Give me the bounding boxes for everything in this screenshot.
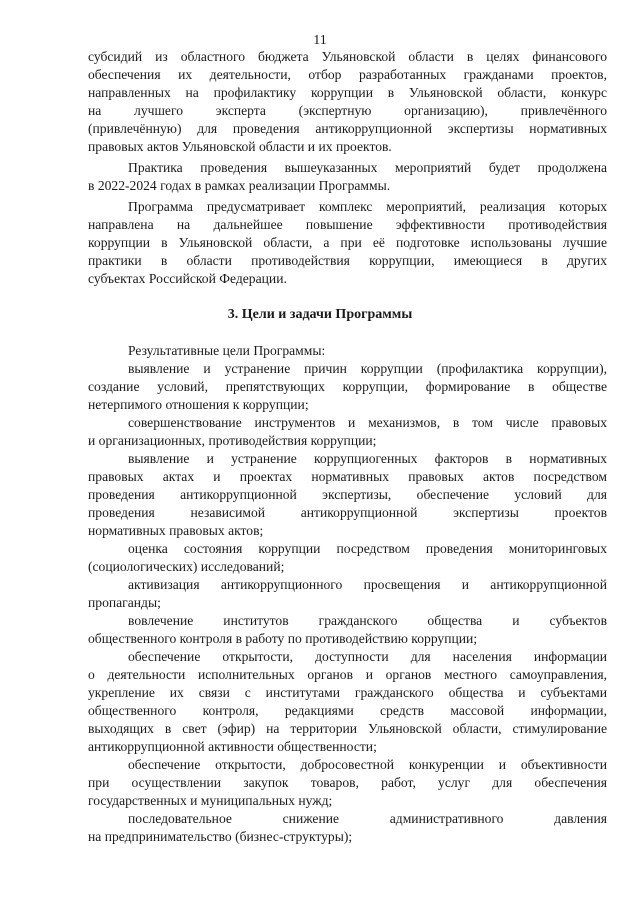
text-line: (социологических) исследований;: [88, 559, 285, 574]
text-line: активизация антикоррупционного просвещения и антикоррупционной: [128, 577, 607, 592]
text-line: правовых актов Ульяновской области и их проектов.: [88, 139, 392, 154]
text-line: в 2022-2024 годах в рамках реализации Программы.: [88, 178, 391, 193]
text-line: на предпринимательство (бизнес-структуры);: [88, 829, 353, 844]
text-line: о деятельности исполнительных органов и органов местного самоуправления,: [88, 667, 607, 682]
text-line: субсидий из областного бюджета Ульяновской области в целях финансового: [88, 49, 607, 64]
text-line: обеспечение открытости, доступности для населения информации: [128, 649, 607, 664]
text-line: (привлечённую) для проведения антикоррупционной экспертизы нормативных: [88, 121, 607, 136]
text-line: выявление и устранение причин коррупции (профилактика коррупции),: [128, 361, 607, 376]
text-line: общественного контроля в работу по противодействию коррупции;: [88, 631, 478, 646]
text-line: на лучшего эксперта (экспертную организацию), привлечённого: [88, 103, 607, 118]
text-line: вовлечение институтов гражданского общества и субъектов: [128, 613, 607, 628]
text-line: и организационных, противодействия коррупции;: [88, 433, 377, 448]
text-line: пропаганды;: [88, 595, 161, 610]
page-number: 11: [313, 33, 327, 48]
text-line: выявление и устранение коррупциогенных факторов в нормативных: [128, 451, 607, 466]
text-line: обеспечения их деятельности, отбор разработанных гражданами проектов,: [88, 67, 607, 82]
text-line: Результативные цели Программы:: [128, 343, 326, 358]
text-line: укрепление их связи с институтами гражданского общества и субъектами: [88, 685, 607, 700]
text-line: направлена на дальнейшее повышение эффективности противодействия: [88, 217, 607, 232]
text-line: антикоррупционной активности общественности;: [88, 739, 377, 754]
text-line: последовательное снижение административного давления: [128, 811, 607, 826]
text-line: Практика проведения вышеуказанных мероприятий будет продолжена: [128, 160, 607, 175]
text-line: оценка состояния коррупции посредством проведения мониторинговых: [128, 541, 607, 556]
text-line: нетерпимого отношения к коррупции;: [88, 397, 309, 412]
text-line: проведения независимой антикоррупционной экспертизы проектов: [88, 505, 607, 520]
text-line: общественного контроля, редакциями средств массовой информации,: [88, 703, 607, 718]
text-line: правовых актах и проектах нормативных правовых актов посредством: [88, 469, 607, 484]
text-line: при осуществлении закупок товаров, работ, услуг для обеспечения: [88, 775, 607, 790]
text-line: практики в области противодействия коррупции, имеющиеся в других: [88, 253, 607, 268]
text-line: проведения антикоррупционной экспертизы, обеспечение условий для: [88, 487, 607, 502]
text-line: государственных и муниципальных нужд;: [88, 793, 333, 808]
text-line: субъектах Российской Федерации.: [88, 271, 287, 286]
text-line: обеспечение открытости, добросовестной конкуренции и объективности: [128, 757, 607, 772]
section-heading: 3. Цели и задачи Программы: [227, 307, 413, 322]
text-line: направленных на профилактику коррупции в Ульяновской области, конкурс: [88, 85, 607, 100]
text-line: коррупции в Ульяновской области, а при её подготовке использованы лучшие: [88, 235, 607, 250]
text-line: нормативных правовых актов;: [88, 523, 264, 538]
text-line: Программа предусматривает комплекс мероприятий, реализация которых: [128, 199, 607, 214]
text-line: выходящих в свет (эфир) на территории Ульяновской области, стимулирование: [88, 721, 607, 736]
text-line: совершенствование инструментов и механизмов, в том числе правовых: [128, 415, 607, 430]
text-line: создание условий, препятствующих коррупции, формирование в обществе: [88, 379, 607, 394]
